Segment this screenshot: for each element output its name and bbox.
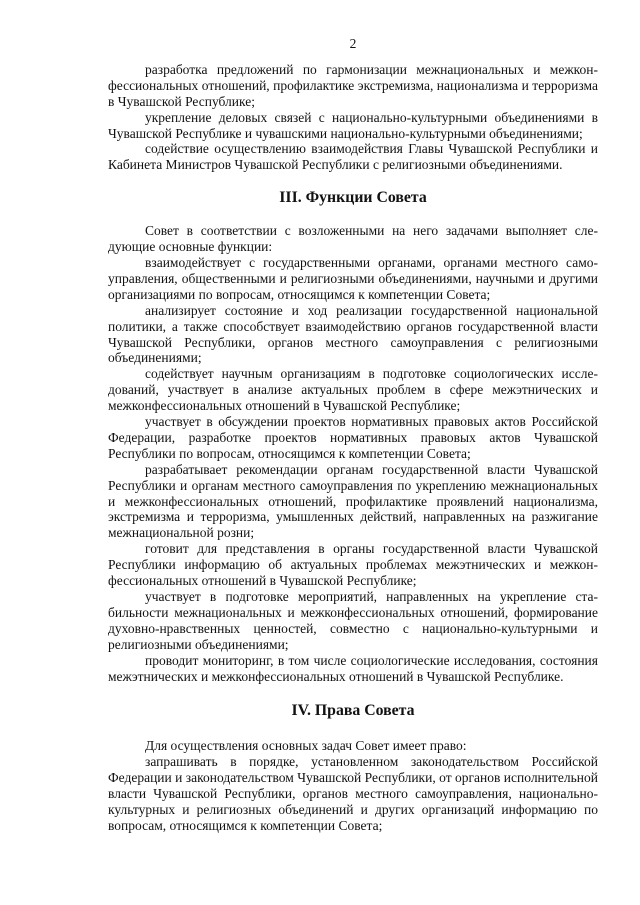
- section-3-paragraph-5: участвует в обсуждении проектов нормативных правовых актов Российской Федерации, разработке проектов нормативных правовых актов Чувашской Республики по вопросам, относящимся к компетенции Совета;: [108, 414, 598, 461]
- intro-paragraph-2: укрепление деловых связей с национально-культурными объединениями в Чувашской Республике и чувашскими национально-культурными объединениями;: [108, 109, 598, 141]
- section-3-paragraph-2: взаимодействует с государственными органами, органами местного самоуправления, общественными и религиозными объединениями, научными и другими организациями по вопросам, относящимся к компетенции Совета;: [108, 254, 598, 302]
- page-number: 2: [349, 36, 357, 51]
- section-3-paragraph-4: содействует научным организациям в подготовке социологических исследований, участвует в анализе актуальных проблем в сфере межэтнических и межконфессиональных отношений в Чувашской Республике;: [108, 366, 598, 414]
- intro-paragraph-1: разработка предложений по гармонизации межнациональных и межконфессиональных отношений, профилактике экстремизма, национализма и терроризма в Чувашской Республике;: [108, 61, 598, 109]
- document-page: [108, 36, 598, 834]
- section-3-paragraph-9: проводит мониторинг, в том числе социологические исследования, состояния межэтнических и межконфессиональных отношений в Чувашской Республике.: [108, 652, 598, 684]
- section-3-paragraph-3: анализирует состояние и ход реализации государственной национальной политики, а также способствует взаимодействию органов государственной власти Чувашской Республики, органов местного самоуправления с религиозными объединениями;: [108, 302, 598, 366]
- section-3-paragraph-8: участвует в подготовке мероприятий, направленных на укрепление стабильности межнациональных и межконфессиональных отношений, формирование духовно-нравственных ценностей, совместно с национально-культурными и религиозными объединениями;: [108, 589, 598, 652]
- section-3-paragraph-1: Совет в соответствии с возложенными на него задачами выполняет следующие основные функции:: [108, 223, 598, 255]
- intro-paragraph-3: содействие осуществлению взаимодействия Главы Чувашской Республики и Кабинета Министров Чувашской Республики с религиозными объединениями.: [108, 141, 598, 173]
- section-4-heading: IV. Права Совета: [291, 702, 415, 720]
- section-3-paragraph-6: разрабатывает рекомендации органам государственной власти Чувашской Республики и органам местного самоуправления по укреплению межнациональных и межконфессиональных отношений, профилактике проявлений национализма, экстремизма и терроризма, умышленных действий, направленных на разжигание межнациональной розни;: [108, 461, 598, 541]
- section-3-heading: III. Функции Совета: [279, 189, 427, 207]
- section-3-paragraph-7: готовит для представления в органы государственной власти Чувашской Республики информацию об актуальных проблемах межэтнических и межконфессиональных отношений в Чувашской Республике;: [108, 541, 598, 589]
- section-4-paragraph-2: запрашивать в порядке, установленном законодательством Российской Федерации и законодательством Чувашской Республики, от органов исполнительной власти Чувашской Республики, органов местного самоуправления, национально-культурных и религиозных объединений и других организаций информацию по вопросам, относящимся к компетенции Совета;: [108, 754, 598, 833]
- section-4-paragraph-1: Для осуществления основных задач Совет имеет право:: [145, 738, 467, 754]
